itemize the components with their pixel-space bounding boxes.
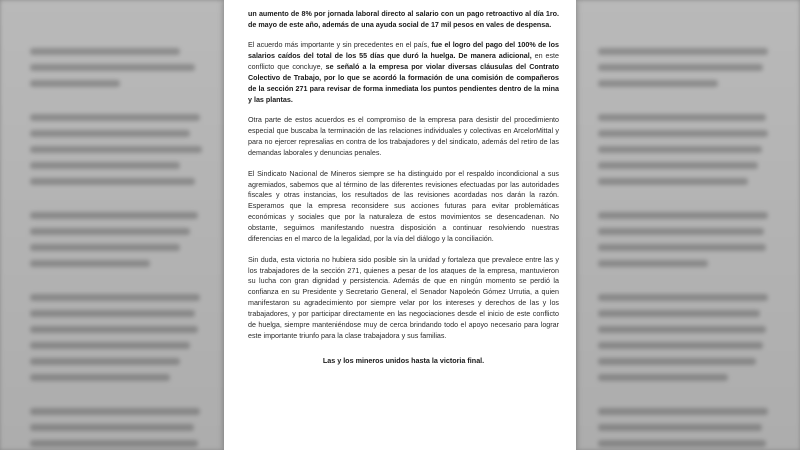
- blurred-background-right: [568, 0, 800, 450]
- document-page: [224, 0, 576, 450]
- paragraph-text: Sin duda, esta victoria no hubiera sido posible sin la unidad y fortaleza que prevalece entre las y los trabajadores de la sección 271, quienes a pesar de los ataques de la empresa, mantuvieron su lucha con gran dignidad y persistencia. Además de que en ningún momento se perdió la confianza en su Presidente y Secretario General, el Senador Napoleón Gómez Urrutia, a quien manifestaron su agradecimiento por siempre velar por los intereses y derechos de las y los trabajadores, y por participar directamente en las negociaciones desde el inicio de este conflicto de huelga, siempre manteniéndose muy de cerca brindando todo el apoyo necesario para lograr este importante triunfo para la clase trabajadora y sus familias.: [248, 255, 559, 340]
- document-body: [248, 9, 559, 367]
- paragraph-text-bold: se señaló a la empresa por violar diversas cláusulas del Contrato Colectivo de Trabajo, por lo que se acordó la formación de una comisión de compañeros de la sección 271 para revisar de forma inmediata los puntos pendientes dentro de la mina y las plantas.: [248, 63, 559, 104]
- paragraph-text: El acuerdo más importante y sin precedentes en el país,: [248, 41, 432, 50]
- blurred-background-left: [0, 0, 232, 450]
- paragraph-text-bold: un aumento de 8%: [248, 10, 312, 18]
- paragraph: [248, 40, 559, 105]
- paragraph-text: Otra parte de estos acuerdos es el compromiso de la empresa para desistir del procedimiento especial que buscaba la terminación de las relaciones individuales y colectivas en ArcelorMittal y para no ejercer represalias en contra de los trabajadores y del sindicato, además del retiro de las demandas laborales y denuncias penales.: [248, 116, 559, 158]
- paragraph: [248, 115, 559, 159]
- closing-line: Las y los mineros unidos hasta la victoria final.: [322, 355, 485, 365]
- paragraph-text: en este conflicto que concluye,: [248, 52, 559, 72]
- paragraph: [248, 169, 559, 245]
- paragraph: [248, 9, 559, 31]
- paragraph-text: El Sindicato Nacional de Mineros siempre se ha distinguido por el respaldo incondicional a sus agremiados, sabemos que al término de las diferentes revisiones efectuadas por las autoridades fiscales y otras instancias, los resultados de las revisiones acordadas nos darán la razón. Esperamos que la empresa reconsidere sus acciones futuras para evitar problemáticas económicas y sociales que por la naturaleza de estos movimientos se desencadenan. No obstante, seguimos manifestando nuestra disposición a continuar resolviendo nuestras diferencias en el marco de la legalidad, por la vía del diálogo y la conciliación.: [248, 169, 559, 244]
- paragraph-text-bold: fue el logro del pago del 100% de los salarios caídos del total de los 55 días que duró la huelga. De manera adicional,: [248, 41, 559, 61]
- paragraph: [248, 255, 559, 342]
- paragraph-text-bold: por jornada laboral directo al salario con un pago retroactivo al día 1ro. de mayo de este año, además de una ayuda social de 17 mil pesos en vales de despensa.: [248, 10, 559, 29]
